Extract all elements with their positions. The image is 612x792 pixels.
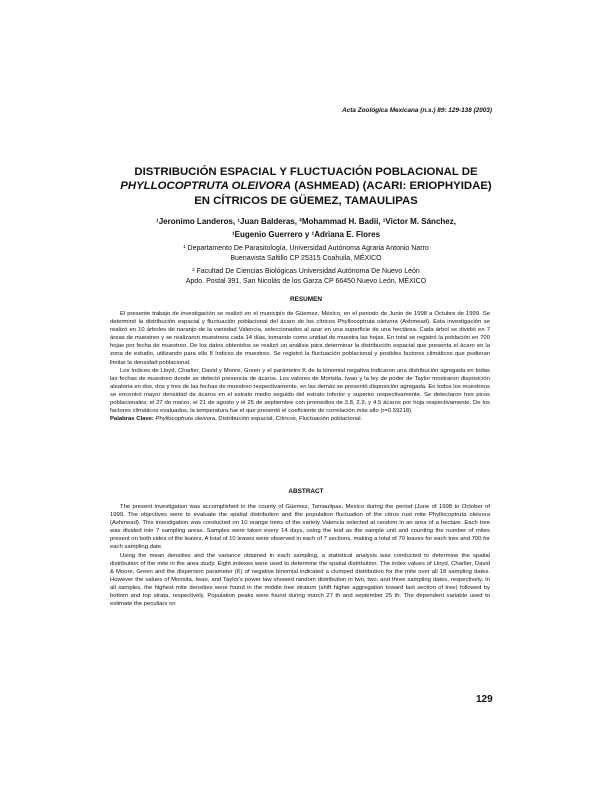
keywords-species: Phyllocoptruta oleivora xyxy=(155,416,216,423)
resumen-paragraph-1: El presente trabajo de investigación se realizó en el municipio de Güemez, México, en el periodo de Junio de 1998 a Octubre de 1999. Se determinó la distribución espacial y fluctuación poblacional del ácaro de los cítricos Phyllocoptruta oleivora (Ashmead). Esta investigación se realizó en 10 árboles de naranjo de la variedad Valencia, seleccionados al azar en una superficie de una hectárea. Cada árbol se dividió en 7 áreas de muestreo y se realizaron muestreos cada 14 días, tomando como unidad de muestra las hojas. En total se registró la población en 700 hojas por fecha de muestreo. De los datos obtenidos se realizó un análisis para determinar la distribución espacial que presenta el ácaro en la zona de estudio, utilizando para ello 8 índices de muestreo. Se registró la fluctuación poblacional y posibles factores climáticos que pudieran limitar la densidad poblacional. xyxy=(110,311,490,366)
affiliation-1-address: Buenavista Saltillo CP 25315 Coahuila, MÉXICO xyxy=(230,254,382,262)
paper-title xyxy=(100,165,512,208)
abstract-body xyxy=(110,503,490,608)
keywords-rest: , Distribución espacial, Cítricos, Fluctuación poblacional. xyxy=(215,416,363,423)
affiliation-2-address: Apdo. Postal 391, San Nicolás de los Garza CP 66450 Nuevo León, MÉXICO xyxy=(185,277,427,285)
abstract-paragraph-2: Using the mean densities and the variance obtained in each sampling, a statistical analysis was conducted to determine the spatial distribution of the mite in the area study. Eight indexes were used to determine the spatial distribution. The index values of Lloyd, Charlier, David & Moore, Green and the dispersion parameter (K) of negative binomial indicated a clumped distribution for the mite over all 18 sampling dates. However the values of Morisita, Iwao, and Taylor's power law showed random distribution in two, two, and three sampling dates, respectively. In all samples, the highest mite densities were found in the middle tree stratum (shift higher aggregation toward last section of tree) followed by bottom and top strata, respectively. Population peaks were found during march 27 th and september 25 th. The dependent variable used to estimate the peculiars on xyxy=(110,552,490,608)
authors-line-1: ¹Jeronimo Landeros, ¹Juan Balderas, ²Mohammad H. Badii, ¹Victor M. Sánchez, xyxy=(156,217,456,226)
abstract-paragraph-1: The present investigation was accomplished in the county of Güemez, Tamaulipas, Mexico during the period (June of 1998 to October of 1999. The objectives were to evaluate the spatial distribution and the population fluctuation of the citrus rust mite Phyllocoptruta oleivora (Ashmead). This investigation was conducted on 10 orange trees of the variety Valencia selected at random in an area of a hectare. Each tree was divided into 7 sampling areas. Samples were taken every 14 days, using the leaf as the sample unit and counting the number of mites present on both sides of the leaves. A total of 10 leaves were observed in each of 7 sections, making a total of 70 leaves for each tree and 700 for each sampling date. xyxy=(110,504,490,551)
affiliation-1: ¹ Departamento De Parasitología, Universidad Autónoma Agraria Antonio Narro xyxy=(183,245,429,252)
page-number: 129 xyxy=(476,694,493,705)
abstract-heading: ABSTRACT xyxy=(288,488,324,495)
title-line-2 xyxy=(100,179,512,193)
keywords xyxy=(110,415,490,423)
author-list xyxy=(100,215,512,241)
affiliation-2: ² Facultad De Ciencias Biológicas Universidad Autónoma De Nuevo León xyxy=(192,267,420,275)
title-line-1: DISTRIBUCIÓN ESPACIAL Y FLUCTUACIÓN POBLACIONAL DE xyxy=(134,166,478,178)
affiliations xyxy=(100,244,512,287)
title-line-3: EN CÍTRICOS DE GÜEMEZ, TAMAULIPAS xyxy=(194,194,418,207)
resumen-body xyxy=(110,310,490,423)
title-line-2-rest: (ASHMEAD) (ACARI: ERIOPHYIDAE) xyxy=(291,180,492,193)
resumen-heading: RESUMEN xyxy=(290,296,322,303)
authors-line-2: ¹Eugenio Guerrero y ¹Adriana E. Flores xyxy=(231,230,381,239)
title-species: PHYLLOCOPTRUTA OLEIVORA xyxy=(120,180,292,193)
keywords-label: Palabras Clave: xyxy=(110,416,154,423)
resumen-paragraph-2: Los índices de Lloyd, Charlier, David y Moore, Green y el parámetro K de la binomial negativa indicaron una distribución agregada en todas las fechas de muestreo donde se detectó presencia de ácaros. Los valores de Morisita, Iwao y la ley de poder de Taylor mostraron disposición aleatoria en dos, dos y tres de las fechas de muestreo respectivamente, en las demás se presentó disposición agregada. En todos los muestreos se encontró mayor densidad de ácaros en el estrato medio seguido del estrato inferior y superior respectivamente. Se detectaron tres picos poblacionales; el 27 de marzo, el 21 de agosto y el 25 de septiembre con promedios de 3.8, 2.9, y 4.5 ácaros por hoja respectivamente. De los factores climáticos evaluados, la temperatura fue el que presentó el coeficiente de correlación más alto (r=0.59218). xyxy=(110,367,490,415)
journal-citation: Acta Zoológica Mexicana (n.s.) 89: 129-138 (2003) xyxy=(342,107,492,114)
